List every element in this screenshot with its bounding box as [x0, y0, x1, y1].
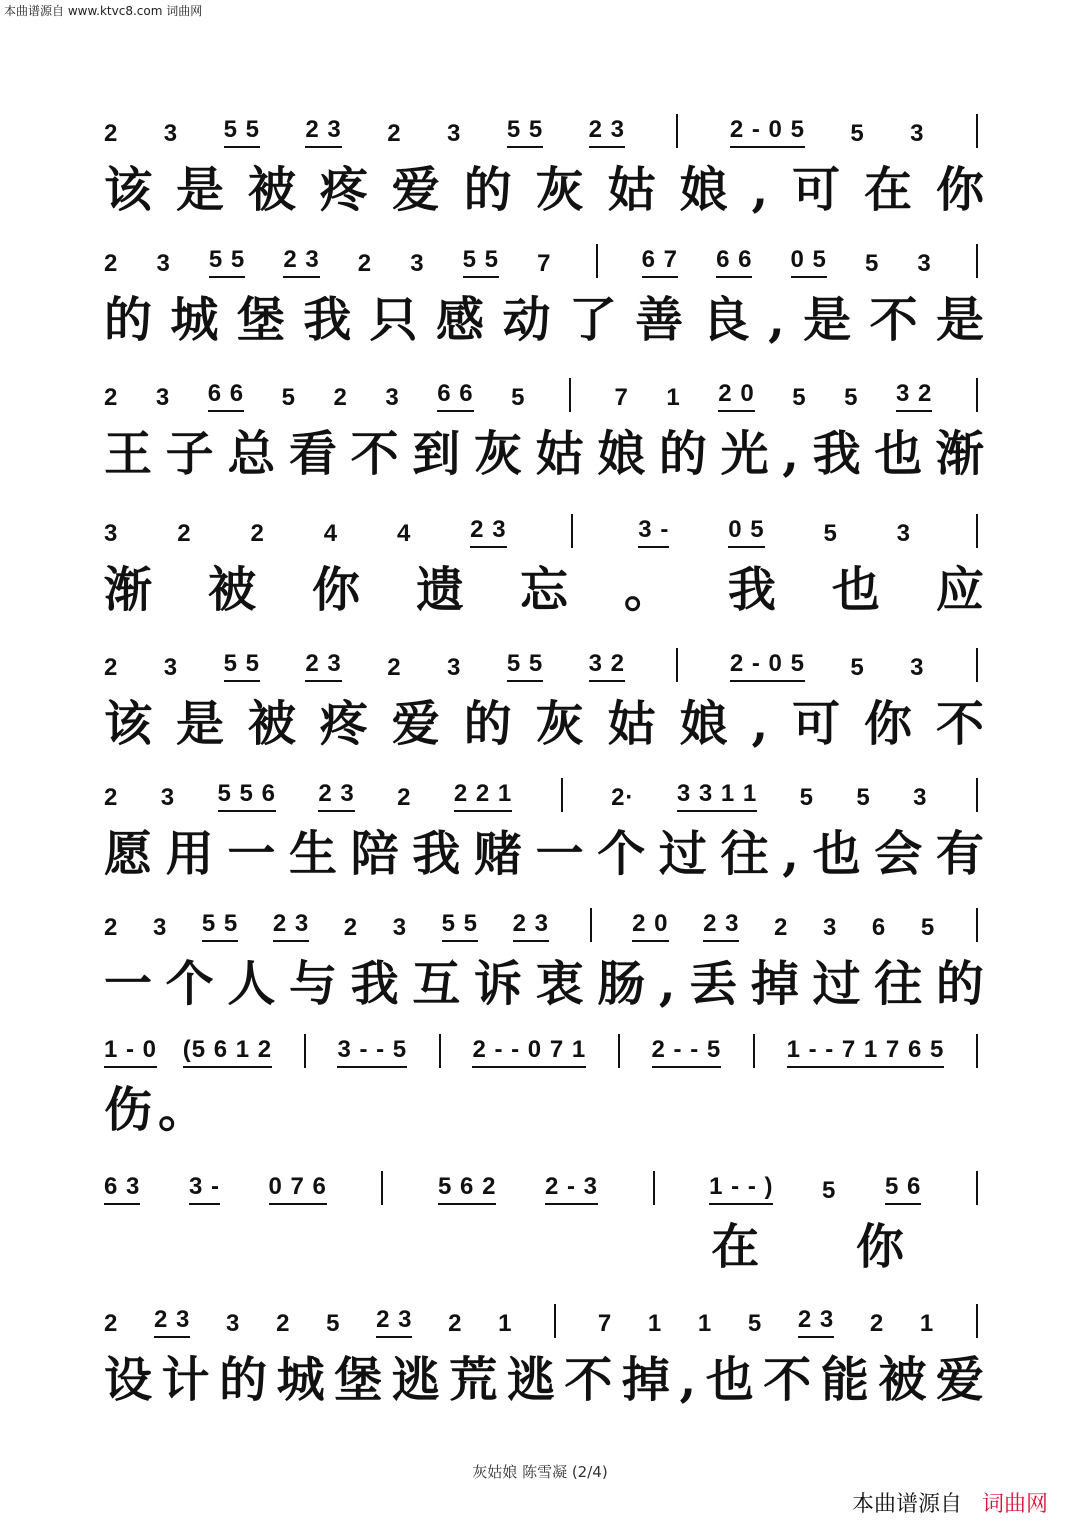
- note-group: 1 - - ): [709, 1173, 773, 1205]
- bar-line: [653, 1171, 655, 1205]
- page-footer: 灰姑娘 陈雪凝 (2/4): [472, 1463, 608, 1481]
- notation-line: [104, 238, 984, 278]
- notation-line: [104, 642, 984, 682]
- note-group: 3 2: [589, 650, 625, 682]
- note-group: 3 3 1 1: [677, 780, 757, 812]
- note-group: 2: [276, 1310, 291, 1337]
- notation-line: [104, 1298, 984, 1338]
- note-group: 2 3: [283, 246, 319, 278]
- note-group: 2: [448, 1310, 463, 1337]
- note-group: 3: [156, 250, 171, 277]
- note-group: 1: [666, 384, 681, 411]
- note-group: 5: [823, 520, 838, 547]
- note-group: 6 6: [716, 246, 752, 278]
- bar-line: [676, 114, 678, 148]
- note-group: 2: [104, 654, 119, 681]
- note-group: 4: [323, 520, 339, 547]
- lyrics-line: 在 你: [711, 1219, 944, 1275]
- note-group: 2: [250, 520, 265, 547]
- note-group: 1 - - 7 1 7 6 5: [787, 1036, 945, 1068]
- source-header: 本曲谱源自 www.ktvc8.com 词曲网: [4, 4, 203, 18]
- bar-line: [554, 1304, 556, 1338]
- note-group: 0 5: [791, 246, 827, 278]
- note-group: 6 6: [208, 380, 244, 412]
- note-group: 5: [864, 250, 880, 277]
- note-group: 2 3: [798, 1306, 834, 1338]
- score-system: [104, 1298, 984, 1408]
- note-group: 5: [844, 384, 859, 411]
- bar-line: [976, 114, 978, 148]
- note-group: 2: [104, 784, 119, 811]
- note-group: 2 3: [273, 910, 309, 942]
- note-group: 3: [104, 520, 119, 547]
- note-group: 1: [647, 1310, 663, 1337]
- bar-line: [976, 1171, 978, 1205]
- note-group: 2 3: [470, 516, 506, 548]
- score-system: [104, 902, 984, 1012]
- note-group: 3: [155, 384, 171, 411]
- lyrics-line: 该 是 被 疼 爱 的 灰 姑 娘 , 可 在 你: [104, 162, 984, 218]
- lyrics-line: 愿 用 一 生 陪 我 赌 一 个 过 往 , 也 会 有: [104, 826, 984, 882]
- bar-line: [596, 244, 598, 278]
- note-group: 5 5: [224, 650, 260, 682]
- note-group: 2 3: [513, 910, 549, 942]
- note-group: 2: [104, 914, 119, 941]
- notation-line: [104, 508, 984, 548]
- note-group: 0 7 6: [269, 1173, 327, 1205]
- note-group: 2 - 3: [545, 1173, 598, 1205]
- score-system: [104, 108, 984, 218]
- bar-line: [569, 378, 571, 412]
- bar-line: [381, 1171, 383, 1205]
- note-group: 3: [447, 654, 462, 681]
- note-group: 2 3: [154, 1306, 190, 1338]
- lyrics-line: 王 子 总 看 不 到 灰 姑 娘 的 光 , 我 也 渐: [104, 426, 984, 482]
- note-group: 4: [396, 520, 412, 547]
- note-group: 2 0: [632, 910, 668, 942]
- note-group: 1: [498, 1310, 513, 1337]
- bar-line: [439, 1034, 441, 1068]
- note-group: 5 6 2: [438, 1173, 496, 1205]
- score-system: [104, 1028, 984, 1138]
- note-group: 2 - - 5: [652, 1036, 722, 1068]
- note-group: 3: [163, 654, 179, 681]
- note-group: 5: [326, 1310, 341, 1337]
- lyrics-line: 的 城 堡 我 只 感 动 了 善 良 , 是 不 是: [104, 292, 984, 348]
- bar-line: [590, 908, 592, 942]
- bar-line: [753, 1034, 755, 1068]
- note-group: 5 5: [224, 116, 260, 148]
- lyrics-line: 设 计 的 城 堡 逃 荒 逃 不 掉 , 也 不 能 被 爱: [104, 1352, 984, 1408]
- note-group: 5: [850, 654, 865, 681]
- note-group: 2: [343, 914, 359, 941]
- lyrics-line: 一 个 人 与 我 互 诉 衷 肠 , 丢 掉 过 往 的: [104, 956, 984, 1012]
- note-group: 5 5: [209, 246, 245, 278]
- score-system: [104, 1165, 984, 1275]
- note-group: 3: [392, 914, 408, 941]
- bar-line: [976, 1034, 978, 1068]
- note-group: 5: [850, 120, 865, 147]
- notation-line: [104, 772, 984, 812]
- note-group: 1: [697, 1310, 713, 1337]
- note-group: 5: [856, 784, 871, 811]
- note-group: 2·: [611, 784, 635, 811]
- note-group: 2: [104, 384, 119, 411]
- notation-line: [104, 372, 984, 412]
- note-group: 1: [919, 1310, 935, 1337]
- note-group: 3: [822, 914, 838, 941]
- bar-line: [976, 378, 978, 412]
- note-group: 3: [160, 784, 176, 811]
- score-system: [104, 508, 984, 618]
- lyrics-line: 伤。: [104, 1082, 213, 1138]
- note-group: 0 5: [728, 516, 764, 548]
- note-group: 2 3: [703, 910, 739, 942]
- bar-line: [976, 908, 978, 942]
- bar-line: [561, 778, 563, 812]
- note-group: 2 3: [589, 116, 625, 148]
- note-group: 3: [163, 120, 179, 147]
- score-system: [104, 772, 984, 882]
- note-group: 3 - - 5: [337, 1036, 407, 1068]
- note-group: 7: [597, 1310, 613, 1337]
- note-group: 6 6: [437, 380, 473, 412]
- bar-line: [976, 244, 978, 278]
- notation-line: [104, 902, 984, 942]
- score-system: [104, 642, 984, 752]
- lyrics-line: 渐 被 你 遗 忘 。 我 也 应: [104, 562, 984, 618]
- note-group: 5 5 6: [218, 780, 276, 812]
- note-group: 3 -: [638, 516, 669, 548]
- note-group: 3: [447, 120, 462, 147]
- bar-line: [976, 1304, 978, 1338]
- note-group: 1 - 0: [104, 1036, 157, 1068]
- note-group: 2 3: [305, 650, 341, 682]
- bar-line: [618, 1034, 620, 1068]
- note-group: 5: [822, 1177, 837, 1204]
- note-group: 6 7: [642, 246, 678, 278]
- bar-line: [976, 778, 978, 812]
- watermark: [852, 1487, 1048, 1518]
- note-group: 3: [152, 914, 168, 941]
- note-group: 2: [774, 914, 789, 941]
- note-group: 2: [104, 1310, 119, 1337]
- note-group: 2: [177, 520, 192, 547]
- note-group: 3: [385, 384, 400, 411]
- note-group: 2 3: [318, 780, 354, 812]
- note-group: 5 5: [202, 910, 238, 942]
- note-group: 2: [357, 250, 373, 277]
- note-group: 3: [226, 1310, 241, 1337]
- note-group: 7: [614, 384, 629, 411]
- notation-line: [104, 1028, 984, 1068]
- note-group: 7: [537, 250, 552, 277]
- note-group: 3: [896, 520, 912, 547]
- notation-line: [104, 1165, 984, 1205]
- note-group: 6: [871, 914, 887, 941]
- watermark-source: 本曲谱源自: [851, 1492, 962, 1517]
- note-group: 2: [387, 654, 402, 681]
- bar-line: [304, 1034, 306, 1068]
- note-group: 2: [869, 1310, 885, 1337]
- note-group: 5: [281, 384, 296, 411]
- note-group: 3: [910, 654, 925, 681]
- note-group: 5 6: [885, 1173, 921, 1205]
- note-group: 5 5: [463, 246, 499, 278]
- note-group: 5: [799, 784, 814, 811]
- bar-line: [676, 648, 678, 682]
- note-group: 2 0: [718, 380, 754, 412]
- note-group: 5: [511, 384, 526, 411]
- note-group: 6 3: [104, 1173, 140, 1205]
- score-system: [104, 372, 984, 482]
- note-group: 5 5: [507, 650, 543, 682]
- note-group: 3 2: [896, 380, 932, 412]
- lyrics-line: 该 是 被 疼 爱 的 灰 姑 娘 , 可 你 不: [104, 696, 984, 752]
- note-group: 5 5: [507, 116, 543, 148]
- bar-line: [976, 648, 978, 682]
- note-group: 2: [333, 384, 348, 411]
- note-group: 2: [397, 784, 412, 811]
- note-group: 3: [917, 250, 932, 277]
- note-group: 5 5: [442, 910, 478, 942]
- notation-line: [104, 108, 984, 148]
- bar-line: [571, 514, 573, 548]
- score-system: [104, 238, 984, 348]
- note-group: 2 3: [305, 116, 341, 148]
- note-group: 2: [104, 250, 119, 277]
- watermark-site: 词曲网: [981, 1492, 1048, 1517]
- note-group: 5: [920, 914, 936, 941]
- bar-line: [976, 514, 978, 548]
- note-group: 3 -: [189, 1173, 220, 1205]
- note-group: 2 2 1: [454, 780, 512, 812]
- note-group: (5 6 1 2: [183, 1036, 272, 1068]
- note-group: 5: [792, 384, 807, 411]
- note-group: 5: [747, 1310, 763, 1337]
- note-group: 2 3: [376, 1306, 412, 1338]
- note-group: 3: [910, 120, 925, 147]
- note-group: 2 - 0 5: [730, 650, 805, 682]
- note-group: 2: [387, 120, 402, 147]
- note-group: 2 - - 0 7 1: [472, 1036, 586, 1068]
- note-group: 3: [913, 784, 928, 811]
- note-group: 2: [104, 120, 119, 147]
- note-group: 2 - 0 5: [730, 116, 805, 148]
- note-group: 3: [410, 250, 425, 277]
